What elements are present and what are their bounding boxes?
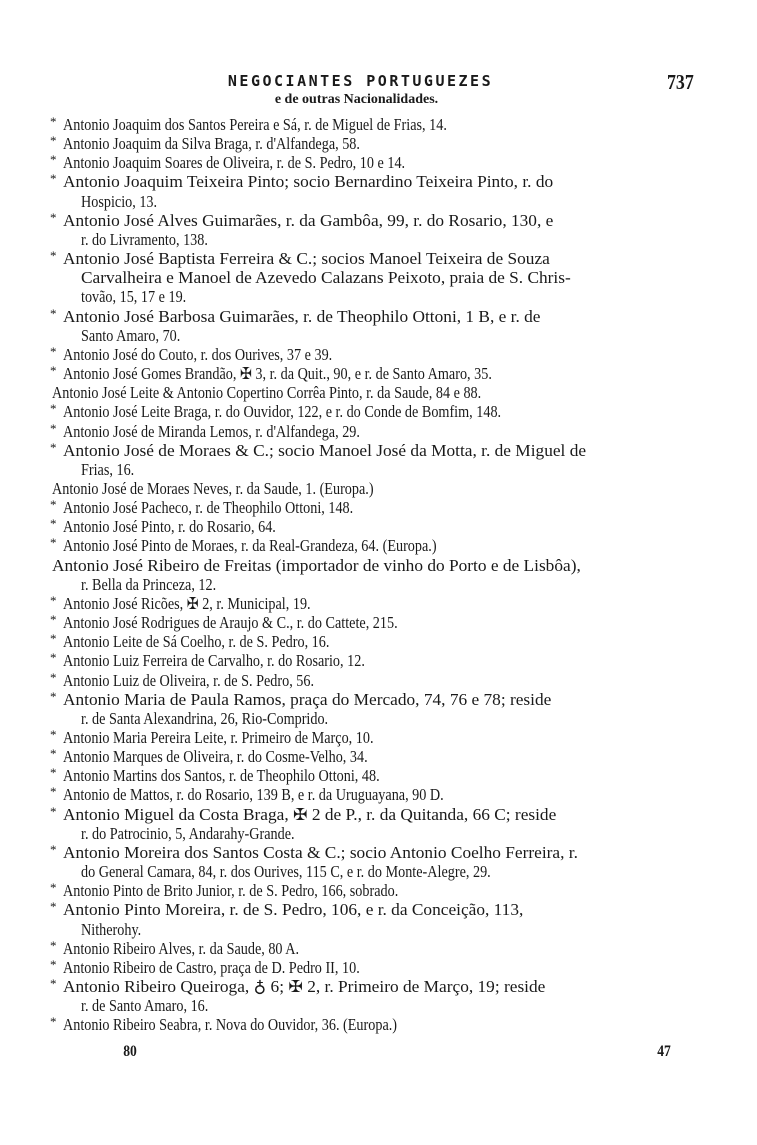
list-item <box>50 1015 696 1034</box>
asterisk-marker-icon: * <box>50 152 57 168</box>
asterisk-marker-icon: * <box>50 631 57 647</box>
list-item <box>50 977 696 1015</box>
list-item <box>50 843 696 881</box>
entry-line <box>50 498 696 517</box>
entry-line <box>50 460 696 479</box>
directory-list <box>50 115 696 1035</box>
footer-signature-right: 47 <box>657 1043 671 1060</box>
entry-line <box>50 996 696 1015</box>
entry-line <box>50 613 696 632</box>
entry-line <box>50 211 696 230</box>
asterisk-marker-icon: * <box>50 956 57 972</box>
entry-line <box>50 402 696 421</box>
entry-line <box>50 594 696 613</box>
asterisk-marker-icon: * <box>50 439 57 455</box>
entry-line <box>50 364 696 383</box>
entry-text: Antonio José Gomes Brandão, ✠ 3, r. da Quit., 90, e r. de Santo Amaro, 35. <box>63 364 492 384</box>
list-item <box>50 402 696 421</box>
list-item <box>50 479 696 498</box>
asterisk-marker-icon: * <box>50 1014 57 1030</box>
entry-line <box>50 268 696 287</box>
entry-text: Antonio José Rodrigues de Araujo & C., r. do Cattete, 215. <box>63 613 398 633</box>
entry-text: Antonio Leite de Sá Coelho, r. de S. Pedro, 16. <box>63 632 330 652</box>
list-item <box>50 671 696 690</box>
entry-text: Antonio José de Miranda Lemos, r. d'Alfandega, 29. <box>63 421 360 441</box>
entry-line <box>50 728 696 747</box>
asterisk-marker-icon: * <box>50 114 57 129</box>
asterisk-marker-icon: * <box>50 669 57 685</box>
entry-line <box>50 977 696 996</box>
list-item <box>50 211 696 249</box>
list-item <box>50 766 696 785</box>
page-subtitle: e de outras Nacionalidades. <box>274 92 439 107</box>
entry-text: Antonio José Ricões, ✠ 2, r. Municipal, 19. <box>63 593 311 613</box>
list-item <box>50 115 696 134</box>
list-item <box>50 249 696 306</box>
entry-line <box>50 766 696 785</box>
asterisk-marker-icon: * <box>50 841 57 857</box>
entry-text: Antonio Maria Pereira Leite, r. Primeiro de Março, 10. <box>63 728 374 747</box>
entry-line <box>50 881 696 900</box>
entry-line <box>50 249 696 268</box>
entry-text: r. de Santa Alexandrina, 26, Rio-Comprido. <box>81 708 329 728</box>
entry-text: Antonio de Mattos, r. do Rosario, 139 B, e r. da Uruguayana, 90 D. <box>63 785 444 805</box>
entry-text: Antonio Joaquim da Silva Braga, r. d'Alfandega, 58. <box>63 134 360 154</box>
entry-text: Antonio Joaquim Soares de Oliveira, r. de S. Pedro, 10 e 14. <box>63 153 406 173</box>
entry-text: Nitherohy. <box>81 919 142 939</box>
entry-text: Frias, 16. <box>81 459 135 479</box>
asterisk-marker-icon: * <box>50 650 57 666</box>
entry-text: Antonio Pinto de Brito Junior, r. de S. Pedro, 166, sobrado. <box>63 881 399 901</box>
entry-line <box>50 153 696 172</box>
asterisk-marker-icon: * <box>50 688 57 704</box>
list-item <box>50 422 696 441</box>
asterisk-marker-icon: * <box>50 784 57 800</box>
asterisk-marker-icon: * <box>50 133 57 149</box>
entry-text: Antonio José de Moraes Neves, r. da Saude, 1. (Europa.) <box>52 478 374 498</box>
asterisk-marker-icon: * <box>50 976 57 992</box>
footer-signature-left: 80 <box>123 1043 137 1060</box>
entry-line <box>50 575 696 594</box>
asterisk-marker-icon: * <box>50 516 57 532</box>
list-item <box>50 805 696 843</box>
list-item <box>50 498 696 517</box>
entry-line <box>50 422 696 441</box>
asterisk-marker-icon: * <box>50 937 57 953</box>
asterisk-marker-icon: * <box>50 401 57 417</box>
asterisk-marker-icon: * <box>50 305 57 321</box>
entry-text: Antonio José Leite & Antonio Copertino Corrêa Pinto, r. da Saude, 84 e 88. <box>52 383 482 403</box>
entry-text: r. do Patrocinio, 5, Andarahy-Grande. <box>81 823 295 843</box>
entry-line <box>50 843 696 862</box>
entry-text: Antonio José do Couto, r. dos Ourives, 37 e 39. <box>63 344 333 364</box>
list-item <box>50 690 696 728</box>
entry-text: Antonio Miguel da Costa Braga, ✠ 2 de P., r. da Quitanda, 66 C; reside <box>63 804 557 824</box>
entry-text: tovão, 15, 17 e 19. <box>81 287 187 307</box>
list-item <box>50 172 696 210</box>
entry-text: r. de Santo Amaro, 16. <box>81 996 209 1016</box>
asterisk-marker-icon: * <box>50 497 57 513</box>
entry-line <box>50 479 696 498</box>
asterisk-marker-icon: * <box>50 343 57 359</box>
asterisk-marker-icon: * <box>50 765 57 781</box>
entry-text: Antonio José Pinto de Moraes, r. da Real-Grandeza, 64. (Europa.) <box>63 536 437 556</box>
asterisk-marker-icon: * <box>50 880 57 896</box>
asterisk-marker-icon: * <box>50 209 57 225</box>
asterisk-marker-icon: * <box>50 363 57 379</box>
list-item <box>50 785 696 804</box>
entry-line <box>50 805 696 824</box>
entry-text: Antonio Ribeiro Seabra, r. Nova do Ouvidor, 36. (Europa.) <box>63 1015 398 1035</box>
list-item <box>50 958 696 977</box>
list-item <box>50 728 696 747</box>
entry-line <box>50 862 696 881</box>
entry-line <box>50 517 696 536</box>
entry-text: Carvalheira e Manoel de Azevedo Calazans Peixoto, praia de S. Chris- <box>81 268 571 288</box>
entry-text: Antonio José Pacheco, r. de Theophilo Ottoni, 148. <box>63 498 354 518</box>
list-item <box>50 900 696 938</box>
list-item <box>50 383 696 402</box>
entry-text: Antonio José Barbosa Guimarães, r. de Theophilo Ottoni, 1 B, e r. de <box>63 306 541 326</box>
asterisk-marker-icon: * <box>50 535 57 551</box>
entry-text: Antonio José de Moraes & C.; socio Manoel José da Motta, r. de Miguel de <box>63 440 587 460</box>
entry-text: Antonio Joaquim dos Santos Pereira e Sá, r. de Miguel de Frias, 14. <box>63 115 447 134</box>
page-number: 737 <box>667 70 694 94</box>
entry-line <box>50 690 696 709</box>
entry-text: Antonio Martins dos Santos, r. de Theophilo Ottoni, 48. <box>63 766 380 786</box>
entry-line <box>50 785 696 804</box>
entry-line <box>50 651 696 670</box>
entry-text: Antonio Luiz de Oliveira, r. de S. Pedro, 56. <box>63 670 315 690</box>
entry-text: Santo Amaro, 70. <box>81 325 181 345</box>
asterisk-marker-icon: * <box>50 420 57 436</box>
entry-text: Antonio José Baptista Ferreira & C.; socios Manoel Teixeira de Souza <box>63 249 550 269</box>
entry-line <box>50 115 696 134</box>
entry-text: Antonio Marques de Oliveira, r. do Cosme-Velho, 34. <box>63 747 368 767</box>
entry-line <box>50 671 696 690</box>
asterisk-marker-icon: * <box>50 803 57 819</box>
list-item <box>50 632 696 651</box>
entry-line <box>50 230 696 249</box>
asterisk-marker-icon: * <box>50 248 57 264</box>
entry-line <box>50 709 696 728</box>
entry-line <box>50 900 696 919</box>
entry-line <box>50 747 696 766</box>
entry-line <box>50 536 696 555</box>
entry-text: Antonio Maria de Paula Ramos, praça do Mercado, 74, 76 e 78; reside <box>63 689 552 709</box>
asterisk-marker-icon: * <box>50 727 57 742</box>
entry-text: r. do Livramento, 138. <box>81 229 208 249</box>
list-item <box>50 153 696 172</box>
entry-text: Antonio Moreira dos Santos Costa & C.; socio Antonio Coelho Ferreira, r. <box>63 842 578 862</box>
entry-line <box>50 172 696 191</box>
list-item <box>50 613 696 632</box>
entry-text: Antonio José Alves Guimarães, r. da Gambôa, 99, r. do Rosario, 130, e <box>63 210 554 230</box>
list-item <box>50 134 696 153</box>
entry-line <box>50 326 696 345</box>
entry-line <box>50 345 696 364</box>
list-item <box>50 556 696 594</box>
entry-line <box>50 307 696 326</box>
entry-text: do General Camara, 84, r. dos Ourives, 115 C, e r. do Monte-Alegre, 29. <box>81 862 491 882</box>
entry-text: Antonio José Pinto, r. do Rosario, 64. <box>63 517 276 537</box>
list-item <box>50 881 696 900</box>
entry-line <box>50 958 696 977</box>
entry-line <box>50 441 696 460</box>
entry-line <box>50 287 696 306</box>
entry-text: Antonio Ribeiro Alves, r. da Saude, 80 A. <box>63 938 300 958</box>
entry-line <box>50 920 696 939</box>
asterisk-marker-icon: * <box>50 746 57 762</box>
list-item <box>50 747 696 766</box>
entry-line <box>50 134 696 153</box>
asterisk-marker-icon: * <box>50 592 57 608</box>
entry-text: Antonio Luiz Ferreira de Carvalho, r. do Rosario, 12. <box>63 651 365 671</box>
entry-text: Antonio Joaquim Teixeira Pinto; socio Bernardino Teixeira Pinto, r. do <box>63 172 554 192</box>
entry-line <box>50 192 696 211</box>
entry-text: r. Bella da Princeza, 12. <box>81 574 217 594</box>
list-item <box>50 307 696 345</box>
entry-line <box>50 1015 696 1034</box>
list-item <box>50 364 696 383</box>
list-item <box>50 651 696 670</box>
entry-text: Antonio Ribeiro Queiroga, ♁ 6; ✠ 2, r. Primeiro de Março, 19; reside <box>63 977 546 997</box>
list-item <box>50 594 696 613</box>
entry-line <box>50 556 696 575</box>
entry-text: Antonio Pinto Moreira, r. de S. Pedro, 106, e r. da Conceição, 113, <box>63 900 524 920</box>
page-title: NEGOCIANTES PORTUGUEZES <box>227 72 494 90</box>
entry-text: Antonio José Leite Braga, r. do Ouvidor, 122, e r. do Conde de Bomfim, 148. <box>63 402 502 422</box>
entry-line <box>50 824 696 843</box>
asterisk-marker-icon: * <box>50 171 57 187</box>
entry-line <box>50 632 696 651</box>
entry-line <box>50 939 696 958</box>
list-item <box>50 441 696 479</box>
entry-text: Hospicio, 13. <box>81 191 158 211</box>
entry-text: Antonio José Ribeiro de Freitas (importador de vinho do Porto e de Lisbôa), <box>52 555 581 575</box>
list-item <box>50 517 696 536</box>
list-item <box>50 939 696 958</box>
asterisk-marker-icon: * <box>50 612 57 628</box>
entry-text: Antonio Ribeiro de Castro, praça de D. Pedro II, 10. <box>63 957 360 977</box>
entry-line <box>50 383 696 402</box>
asterisk-marker-icon: * <box>50 899 57 915</box>
list-item <box>50 345 696 364</box>
list-item <box>50 536 696 555</box>
